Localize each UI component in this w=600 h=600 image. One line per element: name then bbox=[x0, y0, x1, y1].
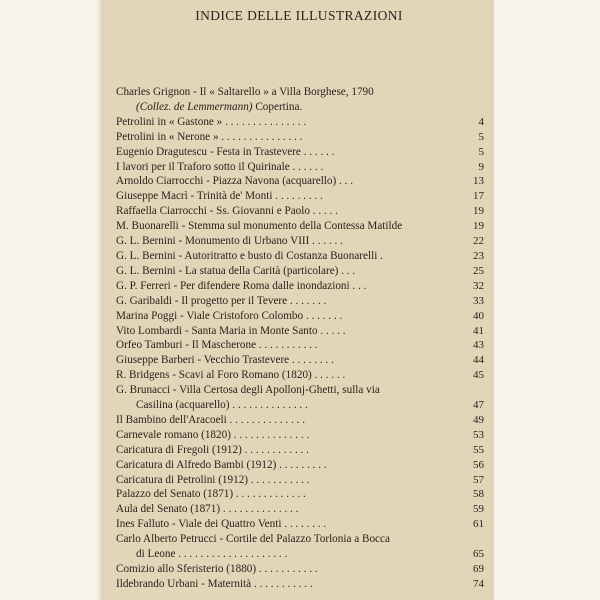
entry-text: Carlo Alberto Petrucci - Cortile del Palazzo Torlonia a Bocca bbox=[116, 533, 390, 546]
list-item bbox=[116, 324, 488, 339]
entry-text: Marina Poggi - Viale Cristoforo Colombo . . . . . . . bbox=[116, 309, 343, 322]
page-title: INDICE DELLE ILLUSTRAZIONI bbox=[195, 8, 403, 23]
entry-page: 5 bbox=[478, 145, 484, 158]
entry-text: G. Garibaldi - Il progetto per il Tevere . . . . . . . bbox=[116, 294, 327, 307]
list-item bbox=[116, 130, 488, 145]
entry-text: G. L. Bernini - La statua della Carità (particolare) . . . bbox=[116, 264, 356, 277]
entry-text: Arnoldo Ciarrocchi - Piazza Navona (acquarello) . . . bbox=[116, 175, 354, 188]
list-item bbox=[116, 353, 488, 368]
list-item bbox=[116, 219, 488, 234]
illustration-index-list bbox=[116, 85, 488, 592]
entry-page: 57 bbox=[473, 473, 484, 486]
entry-text: Carnevale romano (1820) . . . . . . . . . . . . . . bbox=[116, 428, 310, 441]
entry-page: 9 bbox=[478, 160, 484, 173]
entry-text: Il Bambino dell'Aracoeli . . . . . . . . . . . . . . bbox=[116, 413, 306, 426]
entry-page: 5 bbox=[478, 130, 484, 143]
entry-page: 22 bbox=[473, 235, 484, 248]
entry-text: Caricatura di Petrolini (1912) . . . . . . . . . . . bbox=[116, 473, 310, 486]
entry-page: 43 bbox=[473, 339, 484, 352]
entry-cover-label: Copertina. bbox=[252, 100, 303, 113]
entry-page: 23 bbox=[473, 249, 484, 262]
entry-page: 33 bbox=[473, 294, 484, 307]
entry-page: 41 bbox=[473, 324, 484, 337]
list-item bbox=[116, 577, 488, 592]
list-item bbox=[116, 249, 488, 264]
entry-page: 69 bbox=[473, 563, 484, 575]
entry-text: Giuseppe Macrì - Trinità de' Monti . . . . . . . . . bbox=[116, 190, 323, 203]
entry-page: 13 bbox=[473, 175, 484, 188]
entry-text: G. L. Bernini - Autoritratto e busto di Costanza Buonarelli . bbox=[116, 249, 383, 262]
list-item bbox=[116, 458, 488, 473]
entry-text: Orfeo Tamburi - Il Mascherone . . . . . . . . . . . bbox=[116, 339, 318, 352]
list-item bbox=[116, 473, 488, 488]
entry-text: Eugenio Dragutescu - Festa in Trastevere . . . . . . bbox=[116, 145, 335, 158]
list-item bbox=[116, 562, 488, 577]
entry-collection: (Collez. de Lemmermann) bbox=[136, 100, 253, 113]
entry-text: Caricatura di Alfredo Bambi (1912) . . . . . . . . . bbox=[116, 458, 327, 471]
entry-page: 45 bbox=[473, 369, 484, 382]
entry-page: 61 bbox=[473, 518, 484, 531]
list-item bbox=[116, 338, 488, 353]
entry-text: Aula del Senato (1871) . . . . . . . . . . . . . . bbox=[116, 503, 299, 516]
list-item bbox=[116, 174, 488, 189]
list-item bbox=[116, 502, 488, 517]
entry-page: 59 bbox=[473, 503, 484, 516]
entry-page: 74 bbox=[473, 577, 484, 590]
list-item bbox=[116, 517, 488, 532]
entry-page: 44 bbox=[473, 354, 484, 367]
list-item bbox=[116, 428, 488, 443]
entry-text: Ildebrando Urbani - Maternità . . . . . . . . . . . bbox=[116, 577, 313, 590]
entry-page: 4 bbox=[478, 115, 484, 128]
list-item bbox=[116, 234, 488, 249]
entry-text: Palazzo del Senato (1871) . . . . . . . . . . . . . bbox=[116, 488, 306, 501]
list-item bbox=[116, 309, 488, 324]
entry-page: 55 bbox=[473, 443, 484, 456]
entry-text: I lavori per il Traforo sotto il Quirinale . . . . . . bbox=[116, 160, 324, 173]
entry-page: 56 bbox=[473, 458, 484, 471]
list-item bbox=[116, 85, 488, 115]
page-edge-shadow bbox=[96, 0, 104, 600]
entry-text: G. L. Bernini - Monumento di Urbano VIII . . . . . . bbox=[116, 235, 343, 248]
entry-page: 25 bbox=[473, 264, 484, 277]
entry-text: Raffaella Ciarrocchi - Ss. Giovanni e Paolo . . . . . bbox=[116, 205, 338, 218]
entry-text: Giuseppe Barberi - Vecchio Trastevere . . . . . . . . bbox=[116, 354, 334, 367]
entry-text: Petrolini in « Gastone » . . . . . . . . . . . . . . . bbox=[116, 115, 307, 128]
entry-text: Charles Grignon - Il « Saltarello » a Villa Borghese, 1790 bbox=[116, 86, 374, 98]
list-item bbox=[116, 532, 488, 562]
entry-text: Caricatura di Fregoli (1912) . . . . . . . . . . . . bbox=[116, 443, 309, 456]
entry-page: 19 bbox=[473, 220, 484, 233]
entry-page: 49 bbox=[473, 413, 484, 426]
entry-page: 17 bbox=[473, 190, 484, 203]
entry-page: 32 bbox=[473, 279, 484, 292]
entry-page: 58 bbox=[473, 488, 484, 501]
list-item bbox=[116, 279, 488, 294]
entry-page: 19 bbox=[473, 205, 484, 218]
entry-text: M. Buonarelli - Stemma sul monumento della Contessa Matilde bbox=[116, 220, 403, 233]
list-item bbox=[116, 487, 488, 502]
list-item bbox=[116, 383, 488, 413]
entry-text: R. Bridgens - Scavi al Foro Romano (1820) . . . . . . bbox=[116, 369, 346, 382]
list-item bbox=[116, 368, 488, 383]
entry-text: G. Brunacci - Villa Certosa degli Apollonj-Ghetti, sulla via bbox=[116, 384, 380, 397]
list-item bbox=[116, 294, 488, 309]
entry-page: 53 bbox=[473, 428, 484, 441]
entry-page: 47 bbox=[473, 399, 484, 412]
entry-text: Comizio allo Sferisterio (1880) . . . . . . . . . . . bbox=[116, 563, 318, 575]
entry-text-continued: Casilina (acquarello) . . . . . . . . . . . . . . bbox=[136, 399, 308, 412]
entry-text: Vito Lombardi - Santa Maria in Monte Santo . . . . . bbox=[116, 324, 346, 337]
entry-page: 40 bbox=[473, 309, 484, 322]
list-item bbox=[116, 443, 488, 458]
list-item bbox=[116, 115, 488, 130]
entry-page: 65 bbox=[473, 548, 484, 561]
list-item bbox=[116, 413, 488, 428]
entry-text: Petrolini in « Nerone » . . . . . . . . . . . . . . . bbox=[116, 130, 303, 143]
entry-text-continued: di Leone . . . . . . . . . . . . . . . . . . . . bbox=[136, 548, 288, 561]
entry-text: G. P. Ferreri - Per difendere Roma dalle inondazioni . . . bbox=[116, 279, 367, 292]
entry-text: Ines Falluto - Viale dei Quattro Venti . . . . . . . . bbox=[116, 518, 327, 531]
list-item bbox=[116, 264, 488, 279]
list-item bbox=[116, 160, 488, 175]
list-item bbox=[116, 145, 488, 160]
list-item bbox=[116, 189, 488, 204]
list-item bbox=[116, 204, 488, 219]
